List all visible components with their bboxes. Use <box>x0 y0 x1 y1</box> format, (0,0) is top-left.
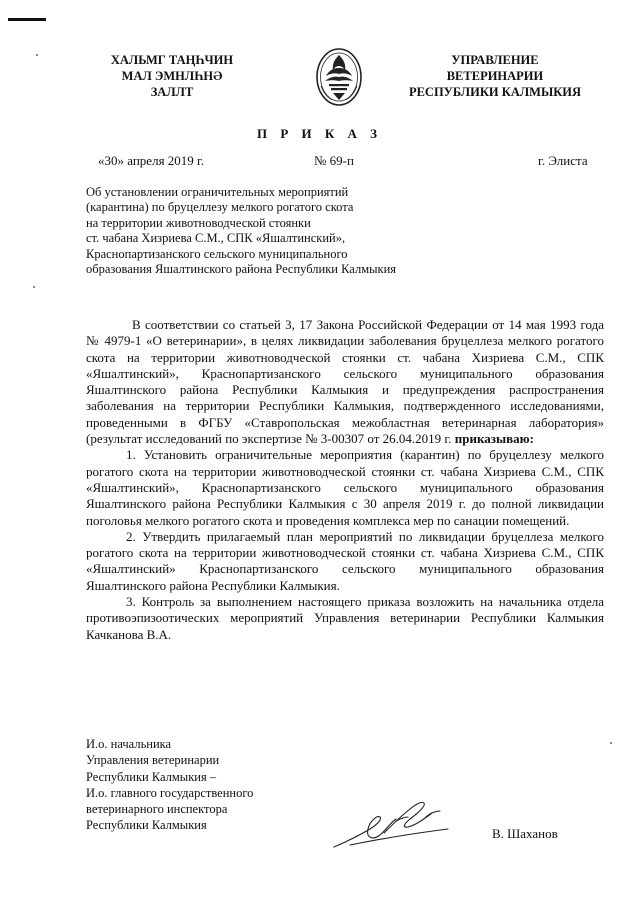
header-russian-line: ВЕТЕРИНАРИИ <box>446 69 544 83</box>
subject-line: образования Яшалтинского района Республики Калмыкия <box>86 262 397 277</box>
scan-speck <box>33 286 35 288</box>
signatory-position <box>86 736 346 834</box>
subject-line: на территории животноводческой стоянки <box>86 215 311 230</box>
coat-of-arms-emblem-icon <box>314 46 364 108</box>
order-title: П Р И К А З <box>256 126 383 141</box>
signatory-line: Управления ветеринарии <box>86 753 220 768</box>
header-kalmyk <box>92 52 252 100</box>
order-subject <box>86 185 466 277</box>
scan-speck <box>36 54 38 56</box>
order-body <box>86 317 604 643</box>
order-item-3: 3. Контроль за выполнением настоящего приказа возложить на начальника отдела противоэпизоотических мероприятий Управления ветеринарии Республики Калмыкия Качканова В.А. <box>86 594 604 642</box>
header-russian-line: УПРАВЛЕНИЕ <box>451 53 539 67</box>
signer-name: В. Шаханов <box>492 826 558 841</box>
order-item-2: 2. Утвердить прилагаемый план мероприятий по ликвидации бруцеллеза мелкого рогатого скота на территории животноводческой стоянки ст. чабана Хизриева С.М., СПК «Яшалтинский» Краснопартизанского сельского муниципального образования Яшалтинского района Республики Калмыкия. <box>86 528 604 593</box>
preamble-text: В соответствии со статьей 3, 17 Закона Российской Федерации от 14 мая 1993 года № 4979-1 «О ветеринарии», в целях ликвидации заболевания бруцеллеза мелкого рогатого скота на территории животноводческой стоянки ст. чабана Хизриева С.М., СПК «Яшалтинский», Краснопартизанского сельского муниципального образования Яшалтинского района Республики Калмыкия и предупреждения распространения заболевания на территории Республики Калмыкия, подтвержденного исследованиями, проведенными в ФГБУ «Ставропольская межобластная ветеринарная лаборатория» (результат исследований по экспертизе № 3-00307 от 26.04.2019 г. <box>86 317 604 447</box>
order-item-1: 1. Установить ограничительные мероприятия (карантин) по бруцеллезу мелкого рогатого скота на территории животноводческой стоянки ст. чабана Хизриева С.М., СПК «Яшалтинский», Краснопартизанского сельского муниципального образования Яшалтинского района Республики Калмыкия с 30 апреля 2019 г. до полной ликвидации поголовья мелкого рогатого скота и проведения комплекса мер по санации помещений. <box>86 447 604 528</box>
corner-mark <box>8 18 46 21</box>
order-city: г. Элиста <box>538 153 588 168</box>
signatory-line: И.о. начальника <box>86 737 172 751</box>
preamble-order-word: приказываю: <box>454 431 534 447</box>
header-kalmyk-line: МАЛ ЭМНЛҺНӘ <box>121 69 223 83</box>
signatory-line: Республики Калмыкия – <box>86 769 217 784</box>
signatory-line: И.о. главного государственного <box>86 785 254 800</box>
order-number: № 69-п <box>314 153 354 168</box>
header-kalmyk-line: ХАЛЬМГ ТАҢҺЧИН <box>110 53 234 67</box>
subject-line: ст. чабана Хизриева С.М., СПК «Яшалтинский», <box>86 231 346 246</box>
header-russian-line: РЕСПУБЛИКИ КАЛМЫКИЯ <box>408 85 582 99</box>
subject-line: Краснопартизанского сельского муниципального <box>86 246 348 261</box>
subject-line: Об установлении ограничительных мероприятий <box>86 185 349 199</box>
preamble-paragraph <box>86 317 604 447</box>
scan-speck <box>610 742 612 744</box>
signatory-line: Республики Калмыкия <box>86 818 207 833</box>
handwritten-signature-icon <box>330 795 460 855</box>
subject-line: (карантина) по бруцеллезу мелкого рогатого скота <box>86 200 354 215</box>
header-kalmyk-line: ЗАЛЛТ <box>150 85 194 99</box>
header-russian <box>395 52 595 100</box>
order-date: «30» апреля 2019 г. <box>98 153 205 168</box>
signatory-line: ветеринарного инспектора <box>86 802 228 817</box>
